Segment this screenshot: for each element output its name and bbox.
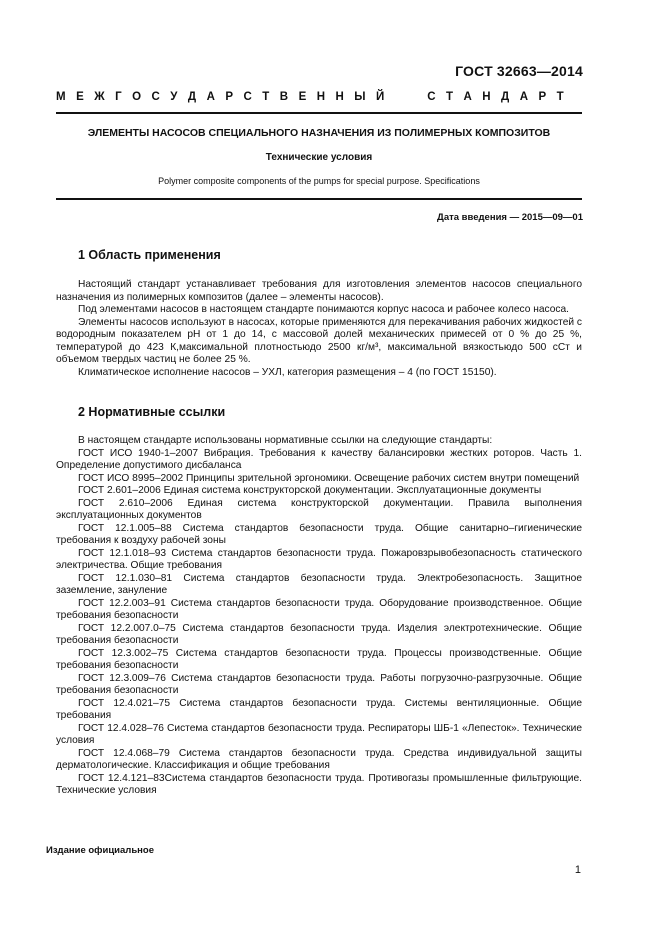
spaced-letter: Д	[187, 91, 197, 103]
spaced-letter: В	[279, 91, 289, 103]
spaced-letter: С	[151, 91, 160, 103]
spaced-letter: У	[170, 91, 178, 103]
paragraph: Климатическое исполнение насосов – УХЛ, категория размещения – 4 (по ГОСТ 15150).	[78, 366, 497, 378]
spaced-letter: Е	[76, 91, 84, 103]
reference-item: ГОСТ 12.1.018–93 Система стандартов безопасности труда. Пожаровзрывобезопасность статического электричества. Общие требования	[56, 547, 582, 571]
spaced-letter: Т	[262, 91, 270, 103]
paragraph: Элементы насосов используют в насосах, которые применяются для перекачивания рабочих жидкостей с водородным показателем pH от 1 до 14, с массовой долей механических примесей от 0 % до 25 %, температурой до 423 К,максимальной плотностьюдо 2500 кг/м³, максимальной вязкостьюдо 500 сСт и объемом твердых частиц не более 25 %.	[56, 316, 582, 365]
section-1-heading: 1 Область применения	[78, 248, 221, 262]
spaced-letter: Р	[225, 91, 234, 103]
reference-item: ГОСТ 12.2.007.0–75 Система стандартов безопасности труда. Изделия электротехнические. Общие требования безопасности	[56, 622, 582, 646]
spaced-letter: Т	[556, 91, 564, 103]
reference-item: ГОСТ 12.4.028–76 Система стандартов безопасности труда. Респираторы ШБ-1 «Лепесток». Технические условия	[56, 722, 582, 746]
spaced-letter: Р	[538, 91, 547, 103]
references-intro: В настоящем стандарте использованы нормативные ссылки на следующие стандарты:	[78, 435, 493, 446]
top-rule	[56, 112, 582, 114]
paragraph: Под элементами насосов в настоящем стандарте понимаются корпус насоса и рабочее колесо насоса.	[78, 304, 569, 315]
document-subtitle: Технические условия	[265, 152, 373, 163]
spaced-letter: Т	[445, 91, 454, 103]
reference-item: ГОСТ 12.2.003–91 Система стандартов безопасности труда. Оборудование производственное. Общие требования безопасности	[56, 597, 582, 621]
interstate-standard-label	[56, 91, 564, 103]
spaced-letter: Н	[482, 91, 491, 103]
reference-item: ГОСТ 12.4.121–83Система стандартов безопасности труда. Противогазы промышленные фильтрующие. Технические условия	[56, 772, 582, 796]
document-title: ЭЛЕМЕНТЫ НАСОСОВ СПЕЦИАЛЬНОГО НАЗНАЧЕНИЯ ИЗ ПОЛИМЕРНЫХ КОМПОЗИТОВ	[87, 127, 551, 139]
reference-item: ГОСТ 2.601–2006 Единая система конструкторской документации. Эксплуатационные документы	[78, 485, 542, 496]
spaced-letter: Г	[115, 91, 122, 103]
spaced-letter: А	[519, 91, 529, 103]
section-2-heading: 2 Нормативные ссылки	[78, 405, 226, 419]
spaced-letter: Д	[501, 91, 510, 103]
edition-label: Издание официальное	[46, 845, 154, 856]
introduction-date: Дата введения — 2015—09—01	[437, 212, 583, 223]
section-2-body	[56, 435, 582, 798]
spaced-letter: Й	[376, 91, 385, 103]
spaced-letter: А	[206, 91, 215, 103]
reference-item: ГОСТ 12.3.009–76 Система стандартов безопасности труда. Работы погрузочно-разгрузочные. Общие требования безопасности	[56, 672, 582, 696]
reference-item: ГОСТ 2.610–2006 Единая система конструкторской документации. Правила выполнения эксплуатационных документов	[56, 497, 582, 521]
gost-code: ГОСТ 32663—2014	[455, 63, 583, 79]
section-1-body	[56, 279, 582, 379]
spaced-letter: Н	[316, 91, 326, 103]
page-number: 1	[574, 864, 581, 876]
word-gap	[395, 91, 417, 103]
paragraph: Настоящий стандарт устанавливает требования для изготовления элементов насосов специального назначения из полимерных композитов (далее – элементы насосов).	[56, 279, 582, 303]
spaced-letter: Ж	[94, 91, 105, 103]
spaced-letter: Е	[298, 91, 307, 103]
spaced-letter: А	[463, 91, 472, 103]
reference-item: ГОСТ ИСО 8995–2002 Принципы зрительной эргономики. Освещение рабочих систем внутри помещений	[78, 472, 580, 484]
middle-rule	[56, 198, 582, 200]
spaced-letter: С	[427, 91, 436, 103]
reference-item: ГОСТ 12.3.002–75 Система стандартов безопасности труда. Процессы производственные. Общие требования безопасности	[56, 647, 582, 671]
reference-item: ГОСТ 12.1.030–81 Система стандартов безопасности труда. Электробезопасность. Защитное заземление, зануление	[56, 572, 582, 596]
spaced-letter: М	[56, 91, 66, 103]
spaced-letter: Ы	[354, 91, 366, 103]
reference-item: ГОСТ 12.4.068–79 Система стандартов безопасности труда. Средства индивидуальной защиты дерматологические. Классификация и общие требования	[56, 747, 582, 771]
spaced-letter: С	[243, 91, 252, 103]
spaced-letter: Н	[335, 91, 344, 103]
reference-item: ГОСТ ИСО 1940-1–2007 Вибрация. Требования к качеству балансировки жестких роторов. Часть 1. Определение допустимого дисбаланса	[56, 447, 582, 471]
reference-item: ГОСТ 12.4.021–75 Система стандартов безопасности труда. Системы вентиляционные. Общие требования	[56, 697, 582, 721]
english-title: Polymer composite components of the pumps for special purpose. Specifications	[158, 176, 480, 186]
reference-item: ГОСТ 12.1.005–88 Система стандартов безопасности труда. Общие санитарно–гигиенические требования к воздуху рабочей зоны	[56, 522, 582, 546]
spaced-letter: О	[132, 91, 142, 103]
